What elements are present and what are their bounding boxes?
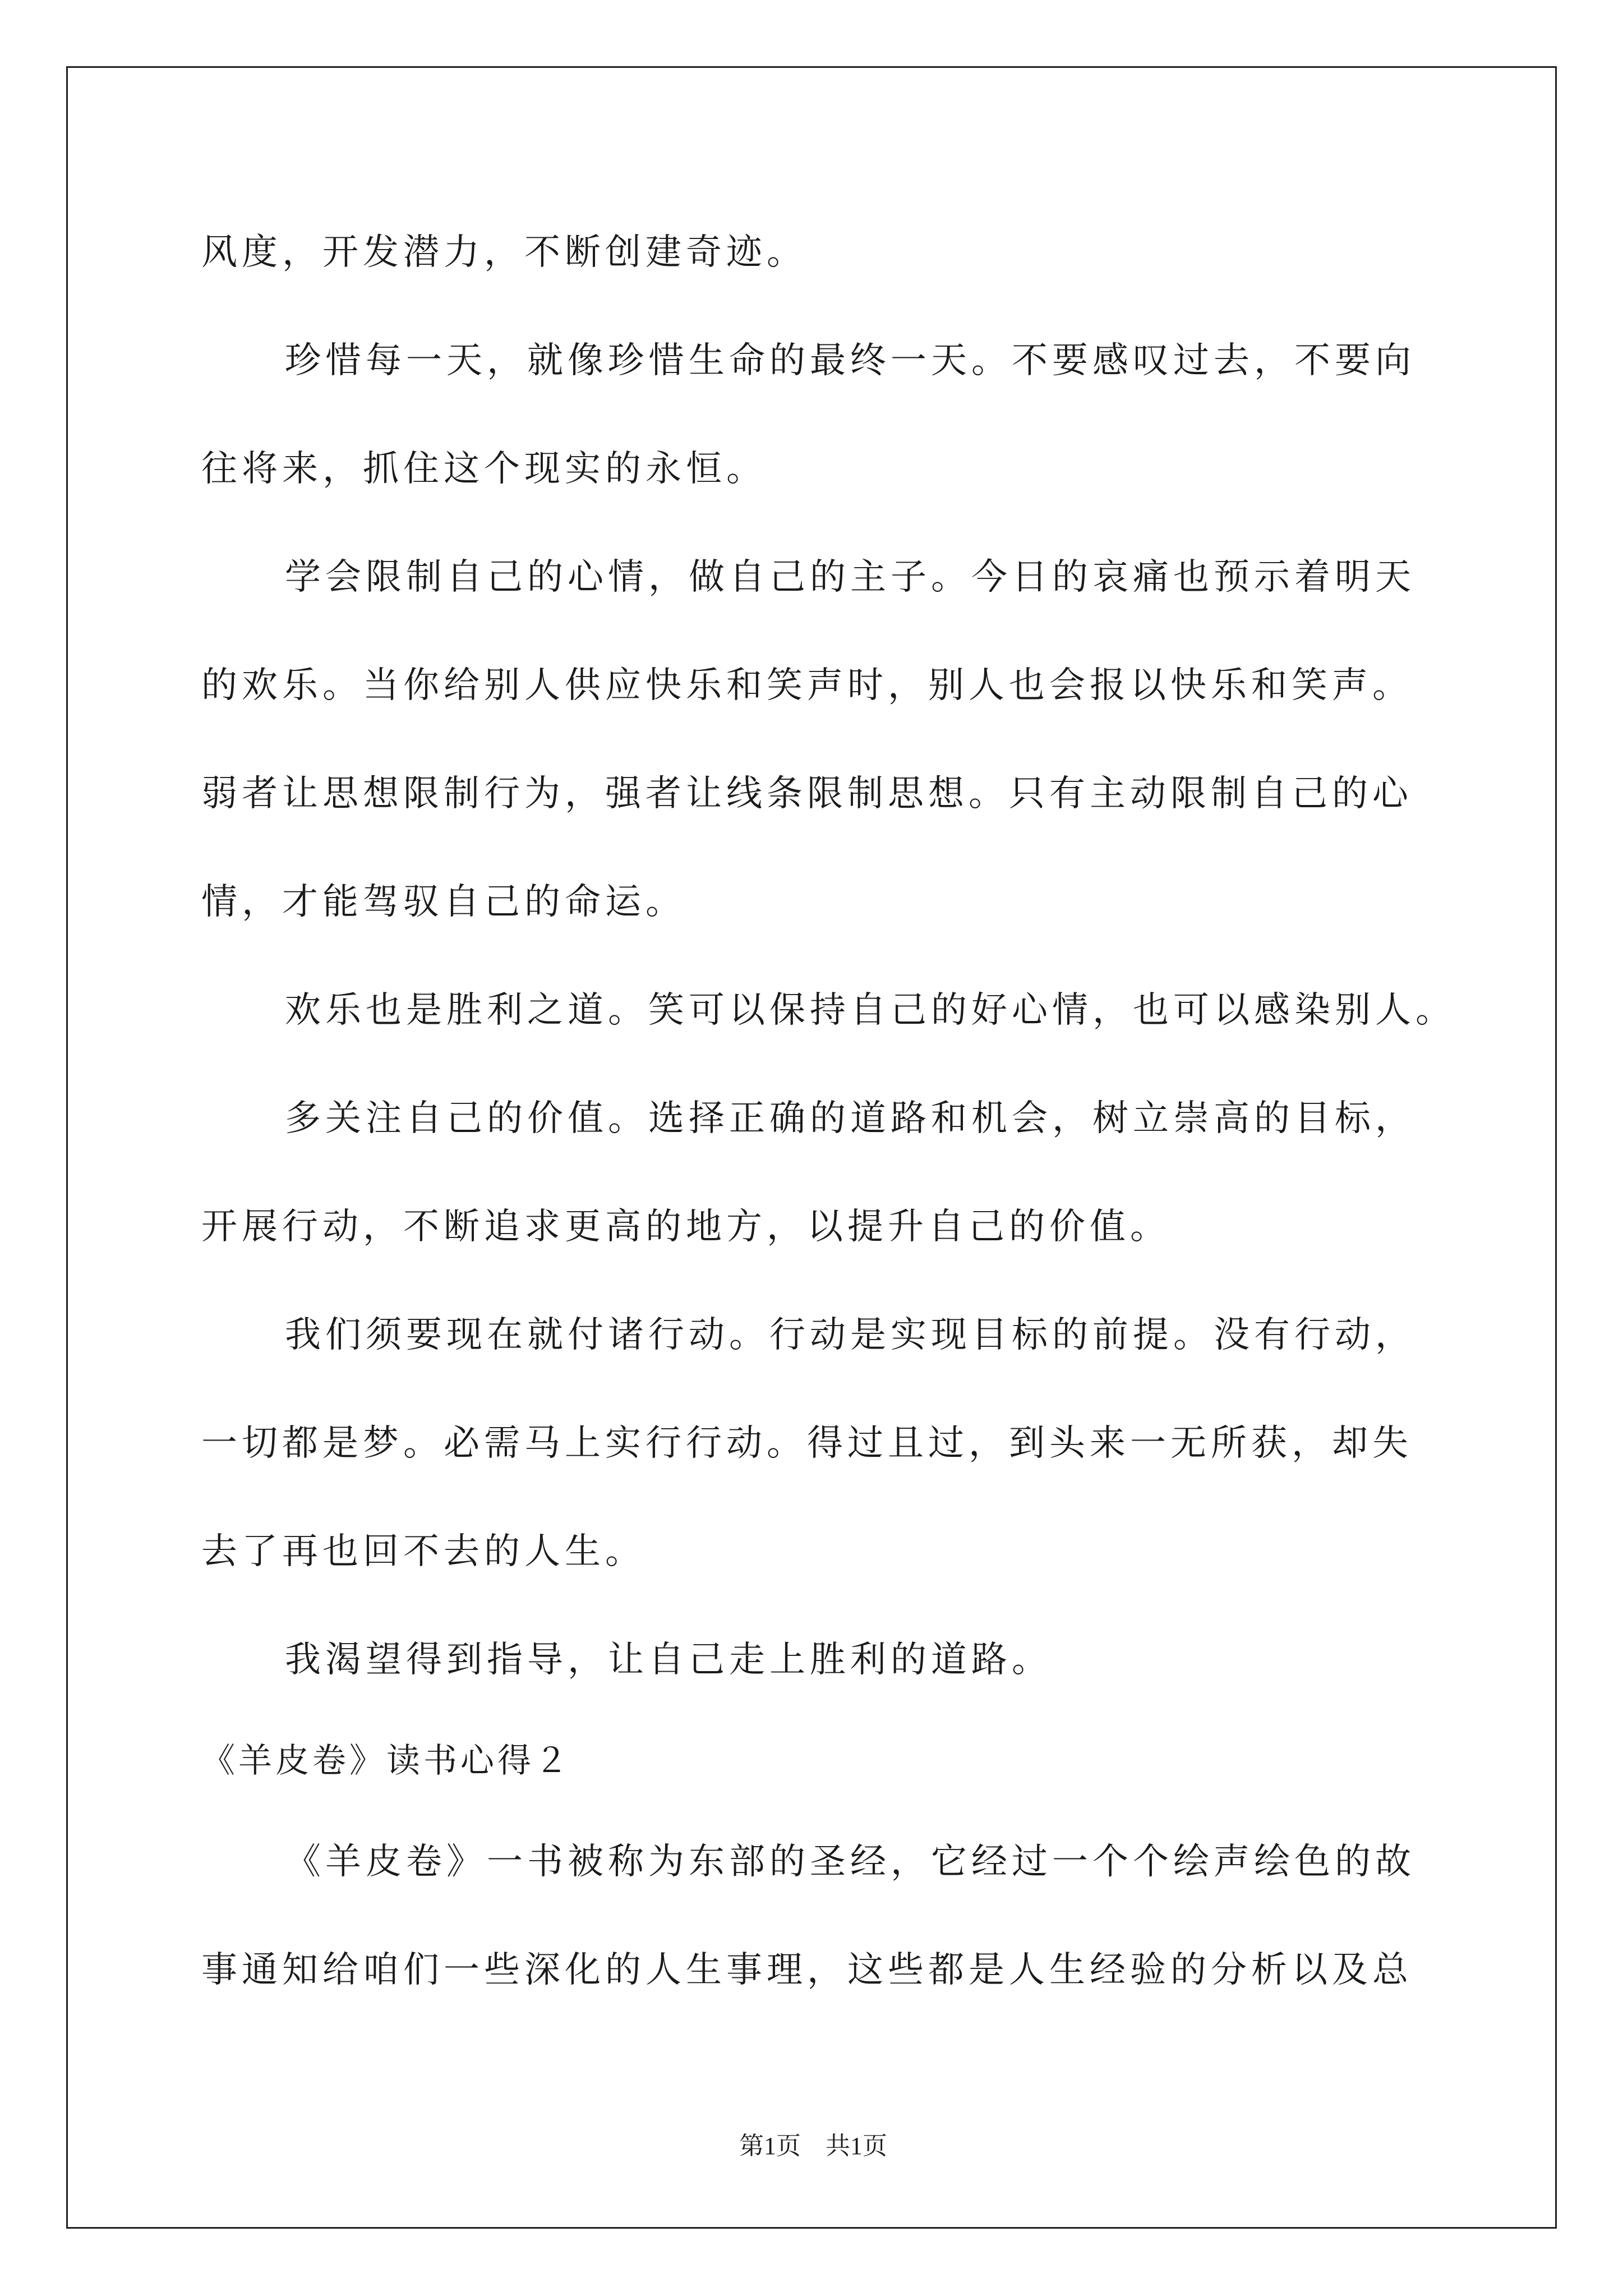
section-heading: 《羊皮卷》读书心得２ <box>201 1741 571 1780</box>
text-line: 学会限制自己的心情，做自己的主子。今日的哀痛也预示着明天 <box>285 556 1415 598</box>
text-line: 往将来，抓住这个现实的永恒。 <box>201 448 767 490</box>
text-line: 多关注自己的价值。选择正确的道路和机会，树立崇高的目标， <box>285 1098 1415 1139</box>
text-line: 事通知给咱们一些深化的人生事理，这些都是人生经验的分析以及总 <box>201 1949 1413 1991</box>
text-line: 《羊皮卷》一书被称为东部的圣经，它经过一个个绘声绘色的故 <box>285 1841 1415 1883</box>
text-line: 我渴望得到指导，让自己走上胜利的道路。 <box>285 1639 1052 1681</box>
text-line: 我们须要现在就付诸行动。行动是实现目标的前提。没有行动， <box>285 1314 1415 1356</box>
text-line: 珍惜每一天，就像珍惜生命的最终一天。不要感叹过去，不要向 <box>285 340 1415 381</box>
text-line: 开展行动，不断追求更高的地方，以提升自己的价值。 <box>201 1206 1170 1248</box>
text-line: 一切都是梦。必需马上实行行动。得过且过，到头来一无所获，却失 <box>201 1423 1413 1464</box>
page-frame <box>66 66 1557 2229</box>
text-line: 风度，开发潜力，不断创建奇迹。 <box>201 232 807 273</box>
page-footer: 第1页 共1页 <box>739 2132 887 2160</box>
text-line: 情，才能驾驭自己的命运。 <box>201 881 686 923</box>
text-line: 弱者让思想限制行为，强者让线条限制思想。只有主动限制自己的心 <box>201 773 1413 815</box>
text-line: 欢乐也是胜利之道。笑可以保持自己的好心情，也可以感染别人。 <box>285 990 1456 1031</box>
text-line: 去了再也回不去的人生。 <box>201 1531 645 1572</box>
text-line: 的欢乐。当你给别人供应快乐和笑声时，别人也会报以快乐和笑声。 <box>201 665 1413 706</box>
